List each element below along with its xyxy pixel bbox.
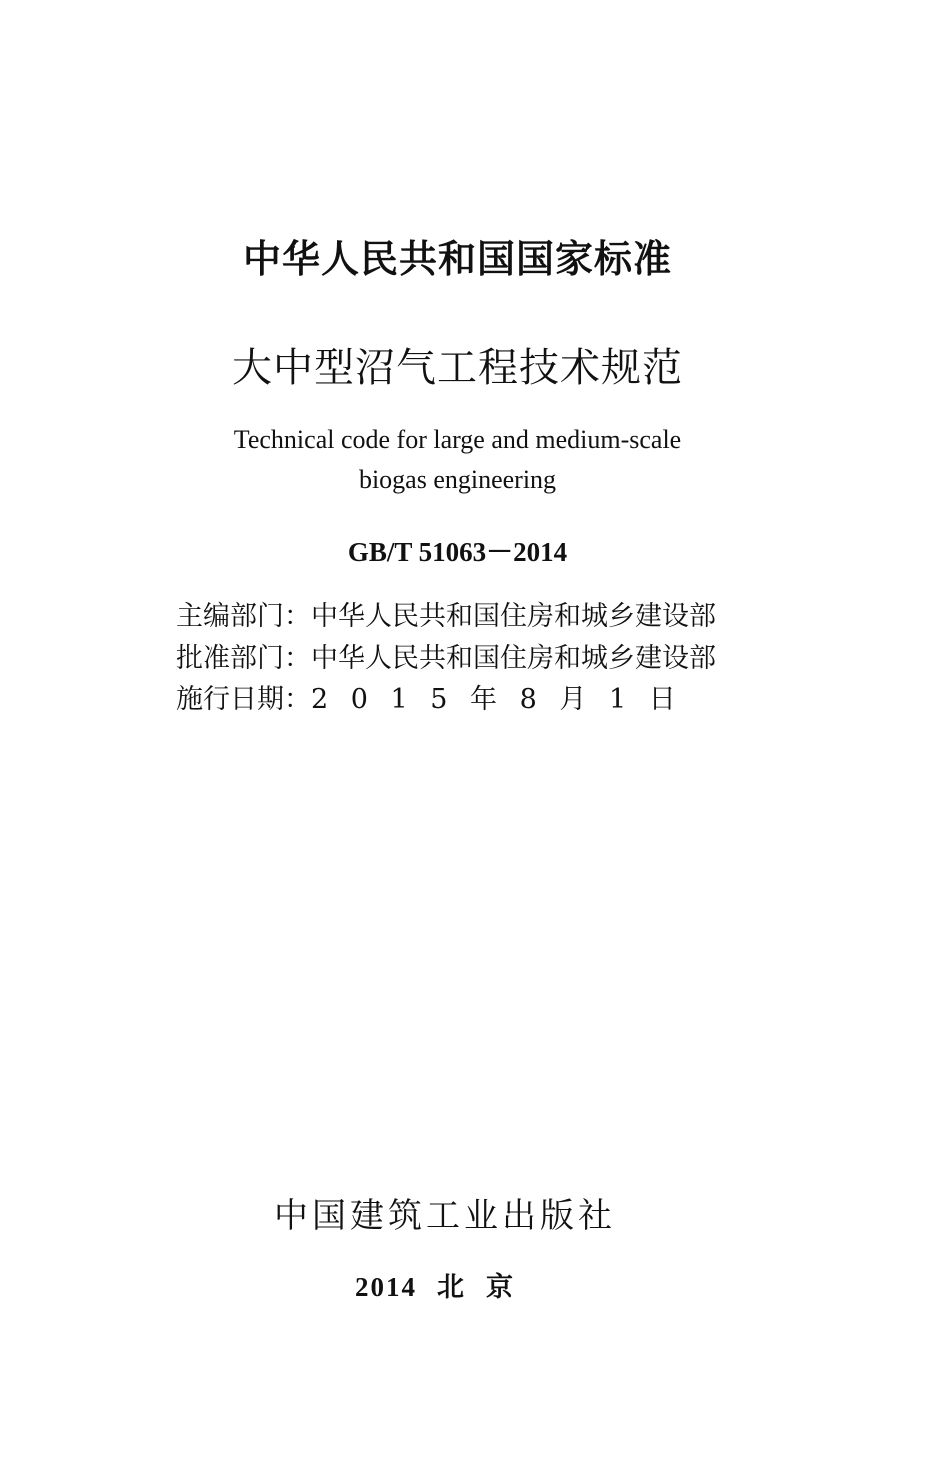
- chief-editor-row: [176, 596, 716, 638]
- effective-date-value: 2 0 1 5 年 8 月 1 日: [311, 684, 676, 715]
- effective-date-label: 施行日期：: [176, 684, 311, 715]
- issuing-info: [176, 596, 716, 721]
- title-en-line-1: Technical code for large and medium-scale: [233, 425, 682, 454]
- chief-editor-label: 主编部门：: [176, 601, 311, 632]
- chief-editor-value: 中华人民共和国住房和城乡建设部: [311, 601, 716, 632]
- title-en-line-2: biogas engineering: [358, 465, 557, 494]
- publisher-name: 中国建筑工业出版社: [274, 1196, 616, 1236]
- document-title-en: [0, 420, 915, 500]
- publication-year: 2014: [355, 1272, 417, 1302]
- standard-code: GB/T 51063－2014: [347, 537, 568, 567]
- publication-city: 北京: [437, 1272, 535, 1302]
- document-title-cn: 大中型沼气工程技术规范: [232, 345, 683, 391]
- publication-place: [0, 1265, 890, 1304]
- approval-label: 批准部门：: [176, 642, 311, 674]
- approval-value: 中华人民共和国住房和城乡建设部: [311, 642, 716, 674]
- effective-date-row: [176, 679, 716, 721]
- approval-row: [176, 638, 716, 680]
- national-standard-heading: 中华人民共和国国家标准: [242, 237, 672, 281]
